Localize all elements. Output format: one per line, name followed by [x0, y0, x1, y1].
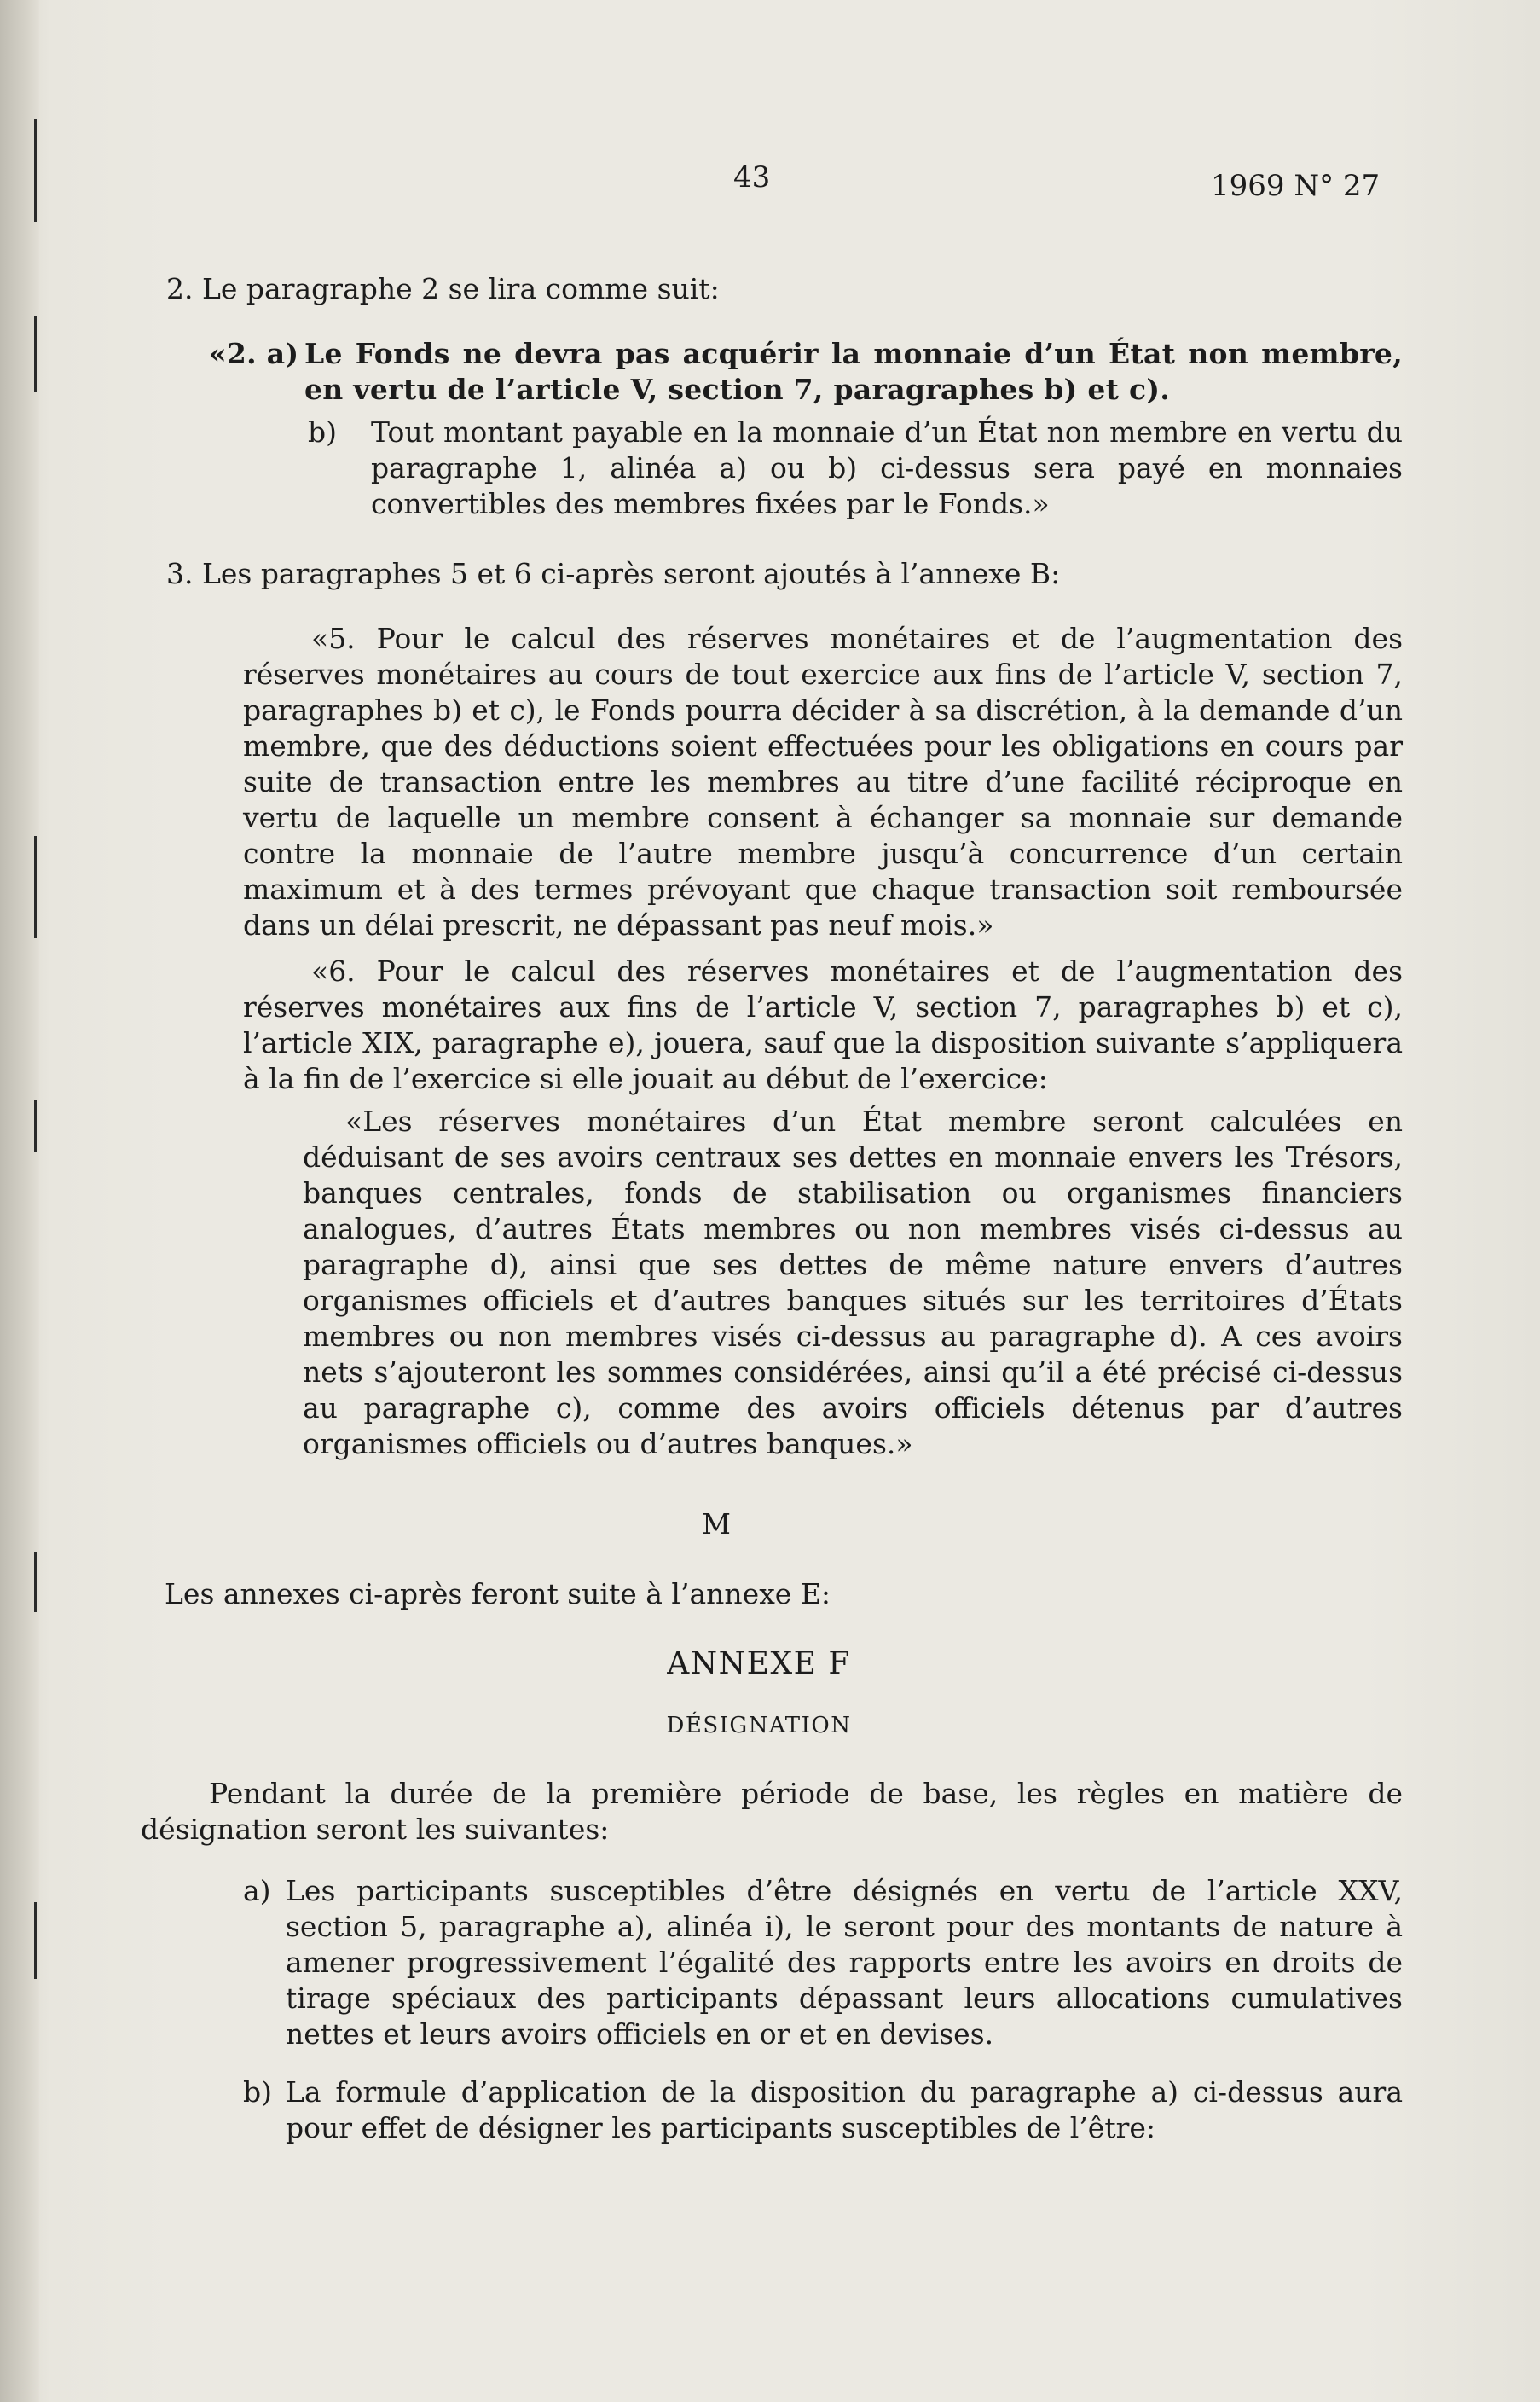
paragraph-5: «5. Pour le calcul des réserves monétaires et de l’augmentation des réserves monétaires au cours de tout exercice aux fins de l’article V, section 7, paragraphes b) et c), le Fonds pourra décider à sa discrétion, à la demande d’un membre, que des déductions soient effectuées pour les obligations en cours par suite de transaction entre les membres au titre d’une facilité réciproque en vertu de laquelle un membre consent à échanger sa monnaie sur demande contre la monnaie de l’autre membre jusqu’à concurrence d’un certain maximum et à des termes prévoyant que chaque transaction soit remboursée dans un délai prescrit, ne dépassant pas neuf mois.» — [243, 622, 1403, 942]
quote-2-a — [209, 336, 1403, 408]
designation-heading: DÉSIGNATION — [666, 1713, 852, 1738]
list-item-a — [243, 1873, 1403, 2052]
page-number: 43 — [733, 160, 771, 194]
binding-mark — [34, 1552, 37, 1612]
section-letter-m: M — [702, 1507, 731, 1540]
quote-2-a-text: Le Fonds ne devra pas acquérir la monnaie d’un État non membre, en vertu de l’article V, section 7, paragraphes b) et c). — [304, 337, 1403, 406]
binding-mark — [34, 1100, 37, 1152]
document-reference: 1969 N° 27 — [1211, 169, 1381, 203]
list-item-b — [243, 2074, 1403, 2146]
binding-mark — [34, 836, 37, 938]
annex-title: ANNEXE F — [667, 1646, 851, 1681]
page-header — [0, 160, 1540, 203]
quote-2-b — [308, 415, 1403, 522]
quote-2-a-marker: «2. a) — [209, 337, 299, 370]
binding-mark — [34, 1902, 37, 1979]
designation-lead: Pendant la durée de la première période de base, les règles en matière de désignation seront les suivantes: — [141, 1777, 1403, 1846]
list-item-a-marker: a) — [243, 1874, 271, 1907]
list-item-b-text: La formule d’application de la disposition du paragraphe a) ci-dessus aura pour effet de désigner les participants susceptibles de l’être: — [286, 2075, 1403, 2144]
document-body — [141, 271, 1403, 2146]
paragraph-6-quote: «Les réserves monétaires d’un État membre seront calculées en déduisant de ses avoirs centraux ses dettes en monnaie envers les Trésors, banques centrales, fonds de stabilisation ou organismes financiers analogues, d’autres États membres ou non membres visés ci-dessus au paragraphe d), ainsi que ses dettes de même nature envers d’autres organismes officiels et d’autres banques situés sur les territoires d’États membres ou non membres visés ci-dessus au paragraphe d). A ces avoirs nets s’ajouteront les sommes considérées, ainsi qu’il a été précisé ci-dessus au paragraphe c), comme des avoirs officiels détenus par d’autres organismes officiels ou d’autres banques.» — [303, 1105, 1403, 1460]
section-2-intro: 2. Le paragraphe 2 se lira comme suit: — [166, 272, 720, 305]
list-item-a-text: Les participants susceptibles d’être désignés en vertu de l’article XXV, section 5, paragraphe a), alinéa i), le seront pour des montants de nature à amener progressivement l’égalité des rapports entre les avoirs en droits de tirage spéciaux des participants dépassant leurs allocations cumulatives nettes et leurs avoirs officiels en or et en devises. — [286, 1874, 1403, 2051]
quote-2-b-marker: b) — [308, 415, 337, 449]
paragraph-6: «6. Pour le calcul des réserves monétaires et de l’augmentation des réserves monétaires aux fins de l’article V, section 7, paragraphes b) et c), l’article XIX, paragraphe e), jouera, sauf que la disposition suivante s’appliquera à la fin de l’exercice si elle jouait au début de l’exercice: — [243, 954, 1403, 1095]
section-3-intro: 3. Les paragraphes 5 et 6 ci-après seront ajoutés à l’annexe B: — [166, 557, 1061, 590]
annex-intro: Les annexes ci-après feront suite à l’annexe E: — [165, 1577, 831, 1610]
quote-2-b-text: Tout montant payable en la monnaie d’un État non membre en vertu du paragraphe 1, alinéa a) ou b) ci-dessus sera payé en monnaies convertibles des membres fixées par le Fonds.» — [371, 415, 1403, 520]
list-item-b-marker: b) — [243, 2075, 272, 2109]
binding-mark — [34, 316, 37, 392]
